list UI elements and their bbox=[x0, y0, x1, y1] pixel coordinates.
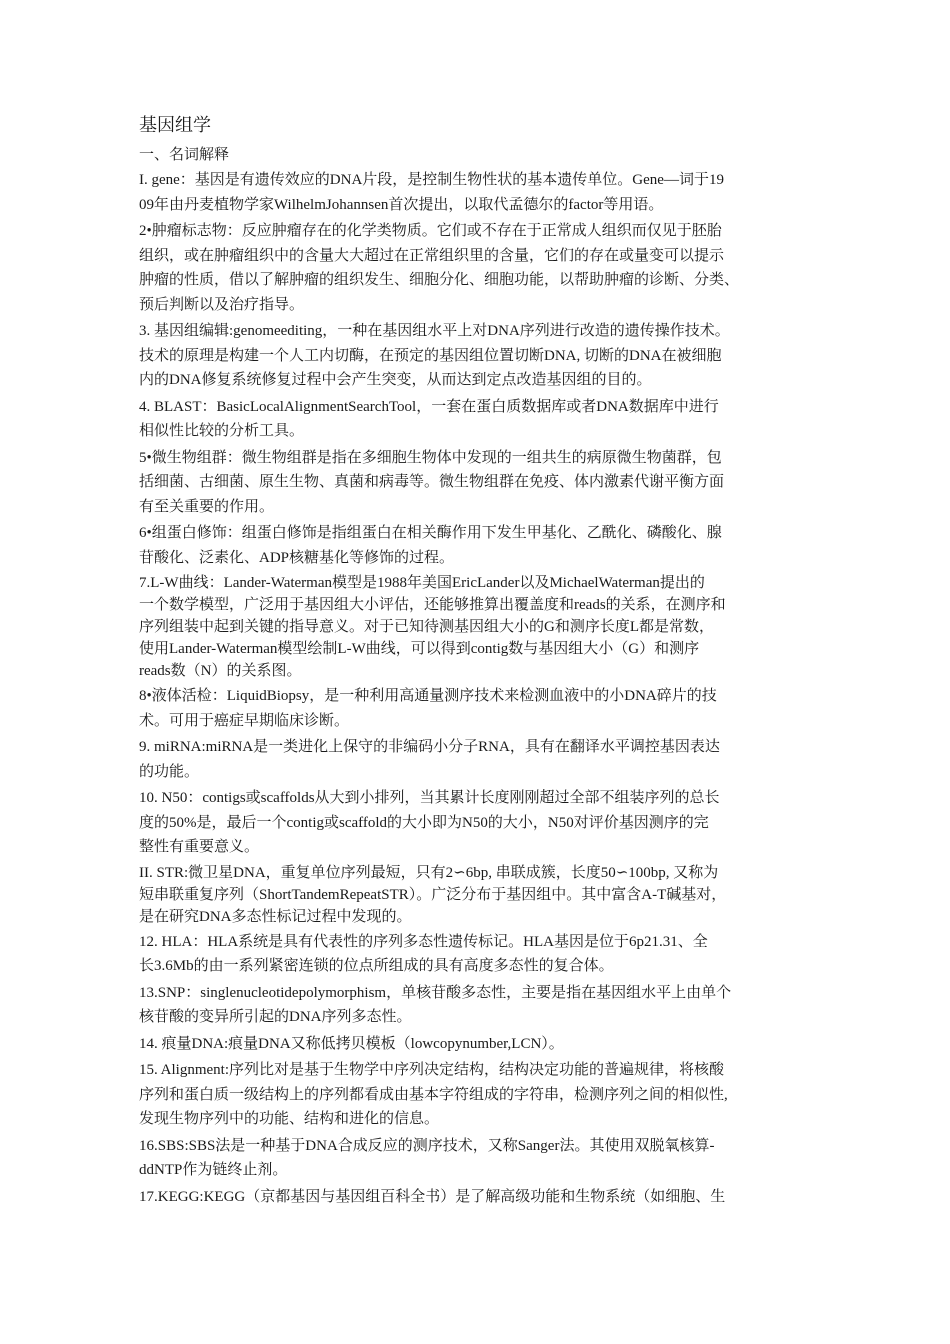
entry-line: 有至关重要的作用。 bbox=[139, 498, 275, 515]
glossary-entry bbox=[139, 521, 829, 570]
glossary-entry bbox=[139, 1134, 829, 1183]
entry-line: 预后判断以及治疗指导。 bbox=[139, 296, 305, 313]
glossary-entry bbox=[139, 572, 829, 682]
glossary-entry bbox=[139, 735, 829, 784]
entry-line: 序列和蛋白质一级结构上的序列都看成由基本字符组成的字符串，检测序列之间的相似性, bbox=[139, 1086, 728, 1103]
entry-line: 3. 基因组编辑:genomeediting，一种在基因组水平上对DNA序列进行改造的遗传操作技术。 bbox=[139, 323, 730, 339]
glossary-entry bbox=[139, 395, 829, 444]
entry-line: 术。可用于癌症早期临床诊断。 bbox=[139, 712, 350, 729]
entry-line: 17.KEGG:KEGG（京都基因与基因组百科全书）是了解高级功能和生物系统（如细胞、生 bbox=[139, 1188, 726, 1205]
entry-line: 15. Alignment:序列比对是基于生物学中序列决定结构，结构决定功能的普遍规律，将核酸 bbox=[139, 1062, 725, 1078]
glossary-entry bbox=[139, 168, 829, 217]
glossary-entry bbox=[139, 1058, 829, 1132]
entry-line: 是在研究DNA多态性标记过程中发现的。 bbox=[139, 908, 412, 925]
glossary-entry bbox=[139, 786, 829, 860]
section-heading: 一、名词解释 bbox=[139, 147, 230, 163]
entry-line: reads数（N）的关系图。 bbox=[139, 663, 302, 679]
entry-line: 4. BLAST：BasicLocalAlignmentSearchTool，一套在蛋白质数据库或者DNA数据库中进行 bbox=[139, 398, 719, 415]
entry-line: 16.SBS:SBS法是一种基于DNA合成反应的测序技术，又称Sanger法。其使用双脱氧核算- bbox=[139, 1137, 715, 1154]
glossary-entry bbox=[139, 446, 829, 520]
entry-line: 度的50%是，最后一个contig或scaffold的大小即为N50的大小，N50对评价基因测序的完 bbox=[139, 814, 709, 831]
glossary-entry bbox=[139, 981, 829, 1030]
entry-line: 括细菌、古细菌、原生生物、真菌和病毒等。微生物组群在免疫、体内激素代谢平衡方面 bbox=[139, 474, 725, 490]
entry-line: II. STR:微卫星DNA，重复单位序列最短，只有2∽6bp, 串联成簇，长度50∽100bp, 又称为 bbox=[139, 864, 719, 881]
entry-line: ddNTP作为链终止剂。 bbox=[139, 1162, 288, 1178]
entry-line: 序列组装中起到关键的指导意义。对于已知待测基因组大小的G和测序长度L都是常数， bbox=[139, 619, 714, 635]
entry-line: 5•微生物组群：微生物组群是指在多细胞生物体中发现的一组共生的病原微生物菌群，包 bbox=[139, 449, 722, 466]
glossary-entry bbox=[139, 219, 829, 317]
entry-line: 肿瘤的性质，借以了解肿瘤的组织发生、细胞分化、细胞功能，以帮助肿瘤的诊断、分类、 bbox=[139, 272, 740, 288]
entry-line: 核苷酸的变异所引起的DNA序列多态性。 bbox=[139, 1009, 412, 1025]
entry-line: 8•液体活检：LiquidBiopsy，是一种利用高通量测序技术来检测血液中的小DNA碎片的技 bbox=[139, 688, 717, 704]
document-title: 基因组学 bbox=[139, 115, 211, 135]
glossary-entry bbox=[139, 862, 829, 928]
entry-line: 发现生物序列中的功能、结构和进化的信息。 bbox=[139, 1111, 440, 1127]
entry-line: I. gene：基因是有遗传效应的DNA片段，是控制生物性状的基本遗传单位。Gene—词于19 bbox=[139, 172, 724, 188]
entry-line: 09年由丹麦植物学家WilhelmJohannsen首次提出，以取代孟德尔的factor等用语。 bbox=[139, 196, 664, 213]
entry-line: 使用Lander-Waterman模型绘制L-W曲线，可以得到contig数与基因组大小（G）和测序 bbox=[139, 641, 700, 657]
entry-line: 7.L-W曲线：Lander-Waterman模型是1988年美国EricLander以及MichaelWaterman提出的 bbox=[139, 575, 705, 591]
entry-line: 相似性比较的分析工具。 bbox=[139, 423, 305, 439]
entry-line: 苷酸化、泛素化、ADP核糖基化等修饰的过程。 bbox=[139, 549, 455, 566]
entry-line: 6•组蛋白修饰：组蛋白修饰是指组蛋白在相关酶作用下发生甲基化、乙酰化、磷酸化、腺 bbox=[139, 525, 722, 541]
entry-line: 短串联重复序列（ShortTandemRepeatSTR）。广泛分布于基因组中。其中富含A-T碱基对， bbox=[139, 886, 727, 903]
entry-line: 内的DNA修复系统修复过程中会产生突变，从而达到定点改造基因组的目的。 bbox=[139, 372, 652, 388]
entry-line: 整性有重要意义。 bbox=[139, 839, 260, 855]
entry-line: 9. miRNA:miRNA是一类进化上保守的非编码小分子RNA，具有在翻译水平调控基因表达 bbox=[139, 739, 720, 755]
glossary-entries bbox=[139, 168, 829, 1209]
entry-line: 组织，或在肿瘤组织中的含量大大超过在正常组织里的含量，它们的存在或量变可以提示 bbox=[139, 247, 725, 264]
entry-line: 13.SNP：singlenucleotidepolymorphism，单核苷酸多态性，主要是指在基因组水平上由单个 bbox=[139, 984, 732, 1001]
glossary-entry bbox=[139, 684, 829, 733]
entry-line: 技术的原理是构建一个人工内切酶，在预定的基因组位置切断DNA, 切断的DNA在被细胞 bbox=[139, 347, 722, 364]
glossary-entry bbox=[139, 1185, 829, 1210]
entry-line: 10. N50：contigs或scaffolds从大到小排列，当其累计长度刚刚超过全部不组装序列的总长 bbox=[139, 790, 720, 806]
entry-line: 长3.6Mb的由一系列紧密连锁的位点所组成的具有高度多态性的复合体。 bbox=[139, 958, 614, 974]
entry-line: 14. 痕量DNA:痕量DNA又称低拷贝模板（lowcopynumber,LCN）。 bbox=[139, 1035, 564, 1052]
entry-line: 一个数学模型，广泛用于基因组大小评估，还能够推算出覆盖度和reads的关系，在测序和 bbox=[139, 597, 726, 613]
entry-line: 2•肿瘤标志物：反应肿瘤存在的化学类物质。它们或不存在于正常成人组织而仅见于胚胎 bbox=[139, 223, 722, 239]
document-body bbox=[139, 112, 829, 1211]
glossary-entry bbox=[139, 1032, 829, 1057]
entry-line: 12. HLA：HLA系统是具有代表性的序列多态性遗传标记。HLA基因是位于6p21.31、全 bbox=[139, 933, 708, 950]
glossary-entry bbox=[139, 930, 829, 979]
glossary-entry bbox=[139, 319, 829, 393]
entry-line: 的功能。 bbox=[139, 763, 200, 780]
